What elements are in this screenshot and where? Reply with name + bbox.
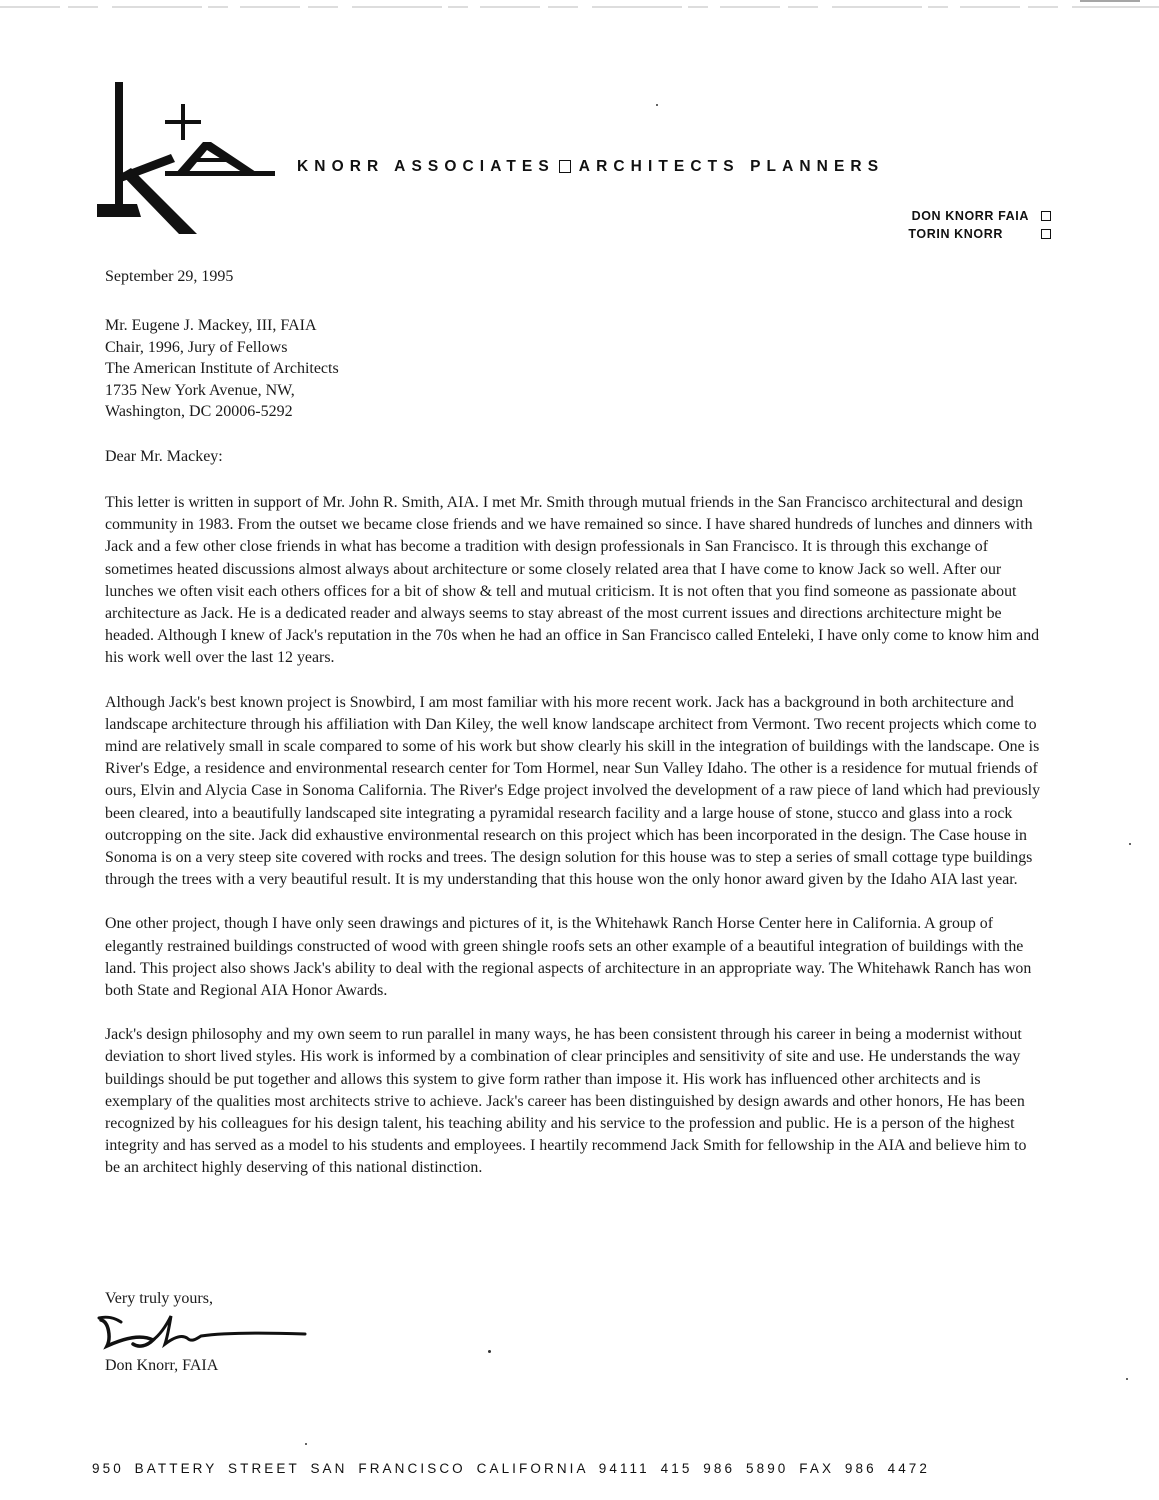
body-paragraph: This letter is written in support of Mr. John R. Smith, AIA. I met Mr. Smith through mutual friends in the San Francisco architectural and design community in 1983. From the outset we became close friends and we have remained so since. I have shared hundreds of lunches and dinners with Jack and a few other close friends in what has become a tradition with design professionals in San Francisco. It is through this exchange of sometimes heated discussions almost always about architecture or some closely related area that I have come to know Jack so well. After our lunches we often visit each others offices for a bit of show & tell and mutual criticism. It is not often that you find someone as passionate about architecture as Jack. He is a dedicated reader and always seems to stay abreast of the most current issues and directions architecture might be headed. Although I knew of Jack's reputation in the 70s when he had an office in San Francisco called Enteleki, I have only come to know him and his work well over the last 12 years. (105, 494, 1040, 667)
knorr-associates-logo (95, 82, 275, 242)
scan-speck (656, 104, 658, 106)
firm-name (297, 158, 884, 176)
address-line: Mr. Eugene J. Mackey, III, FAIA (105, 317, 317, 334)
signer-name: Don Knorr, FAIA (105, 1357, 219, 1374)
checkbox-square-icon (1041, 229, 1051, 239)
scan-speck (305, 1443, 307, 1445)
address-line: Washington, DC 20006-5292 (105, 403, 293, 420)
separator-square-icon (559, 160, 571, 173)
address-line: 1735 New York Avenue, NW, (105, 381, 295, 399)
scan-speck (1129, 843, 1131, 845)
principal-name: TORIN KNORR (908, 227, 1003, 241)
body-paragraph: Jack's design philosophy and my own seem to run parallel in many ways, he has been consistent through his career in being a modernist without deviation to short lived styles. His work is informed by a combination of clear principles and sensitivity of site and use. He understands the way buildings should be put together and allows this system to give form rather than impose it. His work has influenced other architects and is exemplary of the qualities most architects strive to achieve. Jack's career has been distinguished by design awards and other honors, He has been recognized by his colleagues for his design talent, his teaching ability and his service to the profession and public. He is a person of the highest integrity and has served as a model to his students and employees. I heartily recommend Jack Smith for fellowship in the AIA and believe him to be an architect highly deserving of this national distinction. (105, 1026, 1027, 1177)
principal-row (908, 225, 1051, 243)
recipient-address (105, 315, 339, 423)
handwritten-signature (95, 1312, 310, 1358)
principal-row (908, 207, 1051, 225)
body-paragraph: One other project, though I have only seen drawings and pictures of it, is the Whitehawk Ranch Horse Center here in California. A group of elegantly restrained buildings constructed of wood with green shingle roofs sets an other example of a beautiful integration of buildings with the land. This project also shows Jack's ability to deal with the regional aspects of architecture in an appropriate way. The Whitehawk Ranch has won both State and Regional AIA Honor Awards. (105, 915, 1032, 1000)
address-line: Chair, 1996, Jury of Fellows (105, 338, 288, 356)
address-line: The American Institute of Architects (105, 360, 339, 377)
principals-list (908, 207, 1051, 243)
scan-edge-line (0, 0, 1159, 10)
closing: Very truly yours, (105, 1290, 213, 1307)
footer-address: 950 BATTERY STREET SAN FRANCISCO CALIFORNIA 94111 415 986 5890 FAX 986 4472 (92, 1461, 931, 1476)
letter-body (105, 492, 1045, 1202)
firm-name-part2: ARCHITECTS PLANNERS (578, 158, 885, 175)
scan-speck (1126, 1378, 1128, 1380)
salutation: Dear Mr. Mackey: (105, 448, 223, 465)
principal-name: DON KNORR FAIA (911, 209, 1029, 223)
scan-speck (488, 1350, 491, 1353)
body-paragraph: Although Jack's best known project is Snowbird, I am most familiar with his more recent work. Jack has a background in both architecture and landscape architecture through his affiliation with Dan Kiley, the well know landscape architect from Vermont. Two recent projects which come to mind are relatively small in scale compared to some of his work but show clearly his skill in the integration of buildings with the landscape. One is River's Edge, a residence and environmental research center for Tom Hormel, near Sun Valley Idaho. The other is a residence for mutual friends of ours, Elvin and Alycia Case in Sonoma California. The River's Edge project involved the development of a raw piece of land which had previously been cleared, into a beautifully landscaped site integrating a pyramidal research facility and a large house of stone, stucco and glass into a rock outcropping on the site. Jack did exhaustive environmental research on this project which has been incorporated in the design. The Case house in Sonoma is on a very steep site covered with rocks and trees. The design solution for this house was to step a series of small cottage type buildings through the trees with a very beautiful result. It is my understanding that this house won the only honor award given by the Idaho AIA last year. (105, 693, 1041, 889)
letter-date: September 29, 1995 (105, 268, 234, 285)
firm-name-part1: KNORR ASSOCIATES (297, 158, 555, 175)
checkbox-square-icon (1041, 211, 1051, 221)
